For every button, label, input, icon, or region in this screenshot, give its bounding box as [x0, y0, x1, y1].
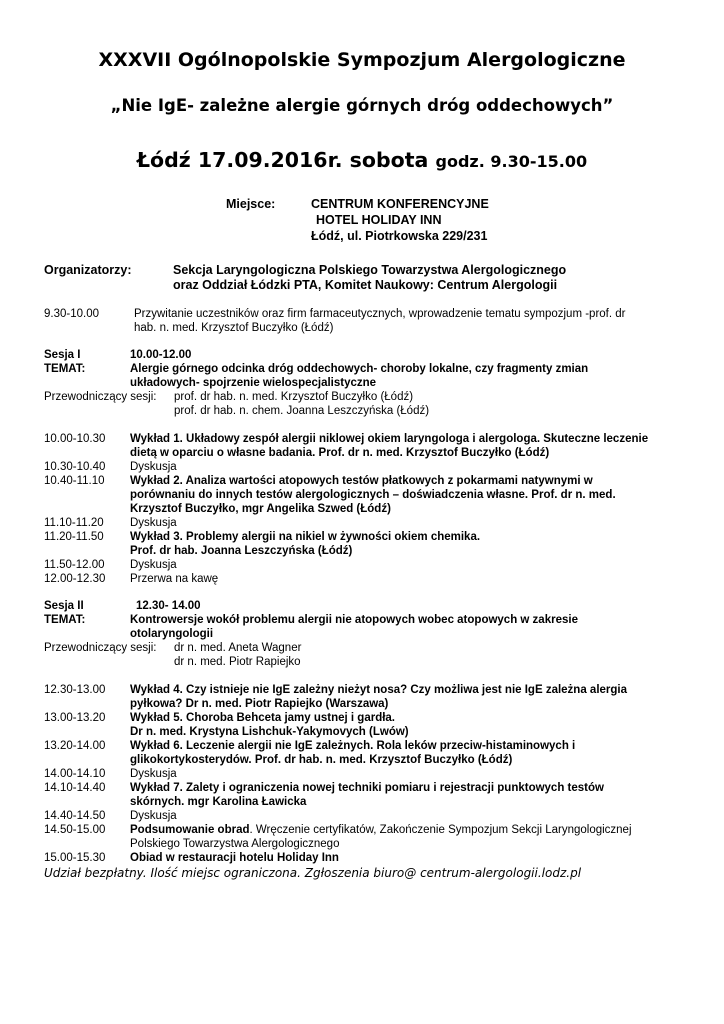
item-title: Wykład 4. Czy istnieje nie IgE zależny nieżyt nosa? Czy możliwa jest nie IgE zależna alergia — [130, 684, 628, 696]
item-time: 14.00-14.10 — [44, 768, 106, 780]
item-title: Dyskusja — [130, 517, 177, 529]
item-title: Dyskusja — [130, 768, 177, 780]
organizers-line-1: Sekcja Laryngologiczna Polskiego Towarzystwa Alergologicznego — [173, 263, 567, 277]
item-title: Wykład 1. Układowy zespół alergii niklowej okiem laryngologa i alergologa. Skuteczne leczenie — [130, 433, 649, 445]
closing-time: 14.50-15.00 — [44, 824, 106, 836]
item-title-cont: porównaniu do innych testów alergologicznych – doświadczenia własne. Prof. dr n. med. — [130, 489, 616, 501]
item-title-cont: Dr n. med. Krystyna Lishchuk-Yakymovych (Lwów) — [130, 726, 409, 738]
session1-label: Sesja I — [44, 349, 81, 361]
document-title: XXXVII Ogólnopolskie Sympozjum Alergologiczne — [98, 49, 626, 71]
item-time: 11.20-11.50 — [44, 531, 104, 543]
closing-rest: . Wręczenie certyfikatów, Zakończenie Sympozjum Sekcji Laryngologicznej — [249, 824, 632, 836]
session2-topic-line-2: otolaryngologii — [130, 628, 214, 640]
session1-chair-2: prof. dr hab. n. chem. Joanna Leszczyńska (Łódź) — [174, 405, 430, 417]
item-title-cont: Krzysztof Buczyłko, mgr Angelika Szwed (Łódź) — [130, 503, 391, 515]
organizers-label: Organizatorzy: — [44, 263, 132, 277]
opening-time: 9.30-10.00 — [44, 308, 99, 320]
item-title: Wykład 3. Problemy alergii na nikiel w żywności okiem chemika. — [130, 531, 481, 543]
session2-topic-label: TEMAT: — [44, 614, 86, 626]
session1-time: 10.00-12.00 — [130, 349, 192, 361]
item-title: Wykład 7. Zalety i ograniczenia nowej techniki pomiaru i rejestracji punktowych testów — [130, 782, 604, 794]
item-title-cont: glikokortykosterydów. Prof. dr hab. n. med. Krzysztof Buczyłko (Łódź) — [130, 754, 513, 766]
item-title: Dyskusja — [130, 461, 177, 473]
item-title-cont: Prof. dr hab. Joanna Leszczyńska (Łódź) — [130, 545, 353, 557]
item-time: 14.10-14.40 — [44, 782, 106, 794]
session1-chairs-label: Przewodniczący sesji: — [44, 391, 157, 403]
item-time: 10.00-10.30 — [44, 433, 106, 445]
event-hours: godz. 9.30-15.00 — [435, 152, 588, 171]
item-time: 12.00-12.30 — [44, 573, 106, 585]
item-title: Wykład 5. Choroba Behceta jamy ustnej i gardła. — [130, 712, 396, 724]
item-time: 11.10-11.20 — [44, 517, 104, 529]
item-time: 10.40-11.10 — [44, 475, 105, 487]
closing-bold: Podsumowanie obrad — [130, 824, 250, 836]
dinner-text: Obiad w restauracji hotelu Holiday Inn — [130, 852, 339, 864]
session1-topic-label: TEMAT: — [44, 363, 86, 375]
organizers-line-2: oraz Oddział Łódzki PTA, Komitet Naukowy: Centrum Alergologii — [173, 278, 558, 292]
item-title: Dyskusja — [130, 810, 177, 822]
item-title: Wykład 2. Analiza wartości atopowych testów płatkowych z pokarmami natywnymi w — [130, 475, 593, 487]
venue-line-3: Łódź, ul. Piotrkowska 229/231 — [311, 229, 488, 243]
session2-chair-2: dr n. med. Piotr Rapiejko — [174, 656, 301, 668]
session2-label: Sesja II — [44, 600, 84, 612]
item-time: 13.20-14.00 — [44, 740, 106, 752]
item-time: 10.30-10.40 — [44, 461, 106, 473]
closing-line-2: Polskiego Towarzystwa Alergologicznego — [130, 838, 340, 850]
item-time: 11.50-12.00 — [44, 559, 105, 571]
item-title-cont: skórnych. mgr Karolina Ławicka — [130, 796, 307, 808]
session2-time: 12.30- 14.00 — [136, 600, 201, 612]
item-title-cont: pyłkowa? Dr n. med. Piotr Rapiejko (Warszawa) — [130, 698, 389, 710]
session2-topic-line-1: Kontrowersje wokół problemu alergii nie atopowych wobec atopowych w zakresie — [130, 614, 578, 626]
event-date-main: Łódź 17.09.2016r. sobota — [136, 148, 429, 172]
item-time: 14.40-14.50 — [44, 810, 106, 822]
event-date — [0, 148, 724, 172]
footer-note: Udział bezpłatny. Ilość miejsc ograniczona. Zgłoszenia biuro@ centrum-alergologii.lodz.pl — [44, 866, 582, 880]
venue-line-1: CENTRUM KONFERENCYJNE — [311, 197, 489, 211]
dinner-time: 15.00-15.30 — [44, 852, 106, 864]
session1-topic-line-2: układowych- spojrzenie wielospecjalistyczne — [130, 377, 377, 389]
item-title: Wykład 6. Leczenie alergii nie IgE zależnych. Rola leków przeciw-histaminowych i — [130, 740, 576, 752]
item-title: Przerwa na kawę — [130, 573, 219, 585]
session2-chair-1: dr n. med. Aneta Wagner — [174, 642, 302, 654]
session2-chairs-label: Przewodniczący sesji: — [44, 642, 157, 654]
opening-line-2: hab. n. med. Krzysztof Buczyłko (Łódź) — [134, 322, 334, 334]
opening-line-1: Przywitanie uczestników oraz firm farmaceutycznych, wprowadzenie tematu sympozjum -prof. dr — [134, 308, 626, 320]
session1-chair-1: prof. dr hab. n. med. Krzysztof Buczyłko (Łódź) — [174, 391, 414, 403]
symposium-subtitle: „Nie IgE- zależne alergie górnych dróg oddechowych” — [110, 96, 614, 115]
item-time: 13.00-13.20 — [44, 712, 106, 724]
item-time: 12.30-13.00 — [44, 684, 106, 696]
item-title: Dyskusja — [130, 559, 177, 571]
session1-topic-line-1: Alergie górnego odcinka dróg oddechowych- choroby lokalne, czy fragmenty zmian — [130, 363, 589, 375]
closing-text — [130, 823, 690, 837]
venue-label: Miejsce: — [226, 197, 276, 211]
item-title-cont: dietą w oparciu o własne badania. Prof. dr n. med. Krzysztof Buczyłko (Łódź) — [130, 447, 550, 459]
venue-line-2: HOTEL HOLIDAY INN — [316, 213, 442, 227]
